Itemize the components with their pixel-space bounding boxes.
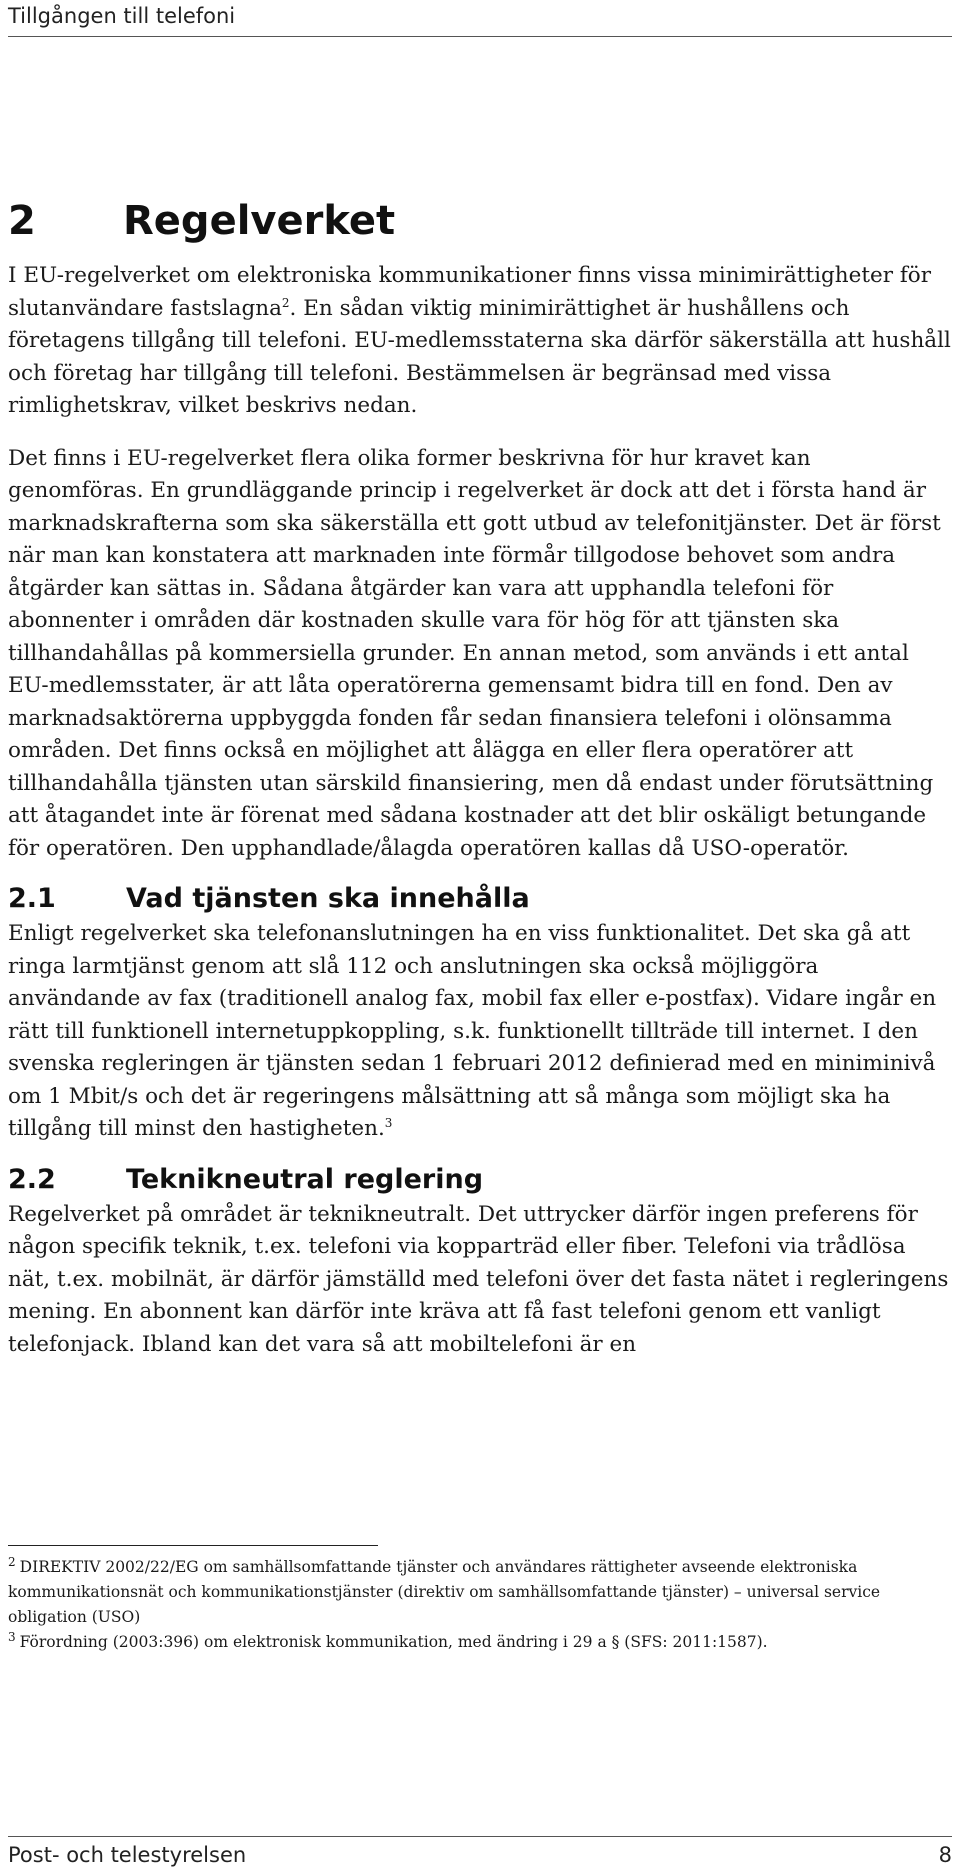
paragraph bbox=[8, 260, 952, 423]
footnote bbox=[8, 1555, 952, 1630]
footnote-ref[interactable]: 3 bbox=[384, 1115, 393, 1130]
paragraph: Regelverket på området är teknikneutralt. Det uttrycker därför ingen preferens för någon specifik teknik, t.ex. telefoni via kopparträd eller fiber. Telefoni via trådlösa nät, t.ex. mobilnät, är därför jämställd med telefoni över det fasta nätet i regleringens mening. En abonnent kan därför inte kräva att få fast telefoni genom ett vanligt telefonjack. Ibland kan det vara så att mobiltelefoni är en bbox=[8, 1201, 949, 1357]
running-header bbox=[8, 4, 952, 37]
paragraph: Det finns i EU-regelverket flera olika former beskrivna för hur kravet kan genomföras. En grundläggande princip i regelverket är dock att det i första hand är marknadskrafterna som ska säkerställa ett gott utbud av telefonitjänster. Det är först när man kan konstatera att marknaden inte förmår tillgodose behovet som andra åtgärder kan sättas in. Sådana åtgärder kan vara att upphandla telefoni för abonnenter i områden där kostnaden skulle vara för hög för att tjänsten ska tillhandahållas på kommersiella grunder. En annan metod, som används i ett antal EU-medlemsstater, är att låta operatörerna gemensamt bidra till en fond. Den av marknadsaktörerna uppbyggda fonden får sedan finansiera telefoni i olönsamma områden. Det finns också en möjlighet att ålägga en eller flera operatörer att tillhandahålla tjänsten utan särskild finansiering, men då endast under förutsättning att åtagandet inte är förenat med sådana kostnader att det blir oskäligt betungande för operatören. Den upphandlade/ålagda operatören kallas då USO-operatör. bbox=[8, 445, 941, 861]
paragraph-text: I EU-regelverket om elektroniska kommunikationer finns vissa minimirättigheter för slutanvändare fastslagna bbox=[8, 263, 932, 321]
paragraph-text-continued: . En sådan viktig minimirättighet är hushållens och företagens tillgång till telefoni. EU-medlemsstaterna ska därför säkerställa att hushåll och företag har tillgång till telefoni. Bestämmelsen är begränsad med vissa rimlighetskrav, vilket beskrivs nedan. bbox=[8, 295, 951, 418]
subsection-heading bbox=[8, 883, 952, 914]
page-footer bbox=[8, 1836, 952, 1867]
footnote-separator bbox=[8, 1545, 378, 1546]
subsection-title: Vad tjänsten ska innehålla bbox=[126, 883, 530, 914]
footnote-number: 2 bbox=[8, 1554, 16, 1569]
subsection-number: 2.1 bbox=[8, 883, 56, 914]
subsection-heading bbox=[8, 1164, 952, 1195]
footnotes bbox=[8, 1555, 952, 1655]
footnote-number: 3 bbox=[8, 1629, 16, 1644]
section-heading bbox=[8, 198, 952, 244]
footnote-text: DIREKTIV 2002/22/EG om samhällsomfattande tjänster och användares rättigheter avseende elektroniska kommunikationsnät och kommunikationstjänster (direktiv om samhällsomfattande tjänster) – universal service obligation (USO) bbox=[8, 1558, 881, 1626]
subsection-number: 2.2 bbox=[8, 1163, 56, 1195]
page-number: 8 bbox=[938, 1843, 952, 1867]
subsection-title: Teknikneutral reglering bbox=[126, 1163, 484, 1195]
footer-publisher: Post- och telestyrelsen bbox=[8, 1843, 247, 1867]
footnote-ref[interactable]: 2 bbox=[281, 295, 290, 310]
footnote-text: Förordning (2003:396) om elektronisk kommunikation, med ändring i 29 a § (SFS: 2011:1587). bbox=[19, 1633, 768, 1651]
running-header-title: Tillgången till telefoni bbox=[8, 4, 236, 28]
paragraph bbox=[8, 918, 952, 1146]
paragraph-text: Enligt regelverket ska telefonanslutningen ha en viss funktionalitet. Det ska gå att ringa larmtjänst genom att slå 112 och anslutningen ska också möjliggöra användande av fax (traditionell analog fax, mobil fax eller e-postfax). Vidare ingår en rätt till funktionell internetuppkoppling, s.k. funktionellt tillträde till internet. I den svenska regleringen är tjänsten sedan 1 februari 2012 definierad med en miniminivå om 1 Mbit/s och det är regeringens målsättning att så många som möjligt ska ha tillgång till minst den hastigheten. bbox=[8, 921, 937, 1141]
section-number: 2 bbox=[8, 198, 36, 244]
section-title: Regelverket bbox=[123, 198, 396, 244]
document-body bbox=[8, 198, 952, 1381]
footnote bbox=[8, 1630, 952, 1655]
